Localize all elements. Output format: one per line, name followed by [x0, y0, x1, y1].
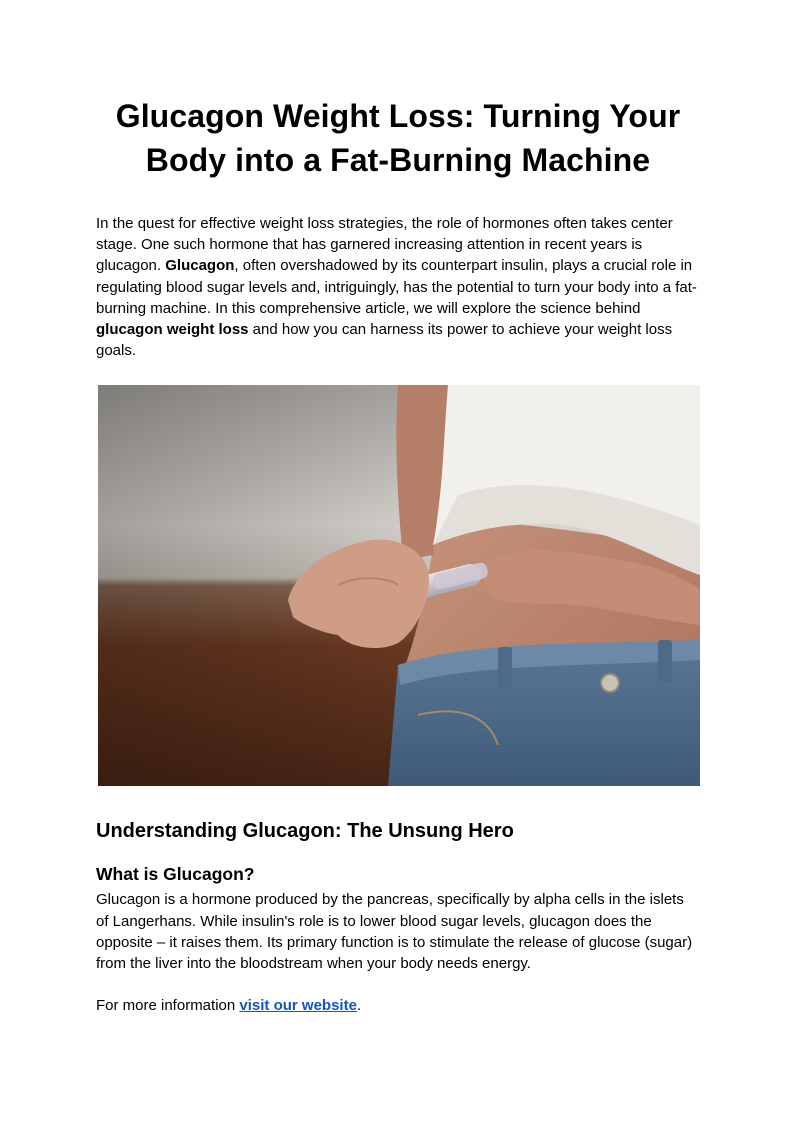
- intro-text-2: , often overshadowed by its counterpart insulin, plays a crucial role in regulating blood sugar levels and, intriguingly, has the potential to turn your body into a fat-burning machine. In this comprehensive article, we will explore the science behind: [96, 257, 697, 317]
- sub-heading: What is Glucagon?: [96, 864, 255, 885]
- body-paragraph: Glucagon is a hormone produced by the pancreas, specifically by alpha cells in the islets of Langerhans. While insulin's role is to lower blood sugar levels, glucagon does the opposite – it raises them. Its primary function is to stimulate the release of glucose (sugar) from the liver into the bloodstream when your body needs energy.: [96, 891, 693, 973]
- document-page: [96, 94, 700, 1016]
- photo-illustration: [98, 385, 700, 786]
- more-info-prefix: For more information: [96, 997, 240, 1015]
- more-info-suffix: .: [356, 997, 362, 1015]
- intro-bold-keyword: glucagon weight loss: [96, 321, 249, 339]
- jeans-button: [601, 674, 619, 692]
- intro-text-1: In the quest for effective weight loss strategies, the role of hormones often takes center stage. One such hormone that has garnered increasing attention in recent years is glucagon.: [96, 215, 673, 275]
- section-heading: Understanding Glucagon: The Unsung Hero: [96, 820, 514, 843]
- article-photo: [98, 385, 700, 786]
- intro-text-3: and how you can harness its power to achieve your weight loss goals.: [96, 321, 673, 360]
- more-info-line: [96, 995, 700, 1016]
- intro-bold-glucagon: Glucagon: [165, 257, 235, 275]
- intro-paragraph: [96, 213, 700, 361]
- article-title: Glucagon Weight Loss: Turning Your Body into a Fat-Burning Machine: [115, 98, 681, 178]
- website-link[interactable]: visit our website: [239, 997, 357, 1015]
